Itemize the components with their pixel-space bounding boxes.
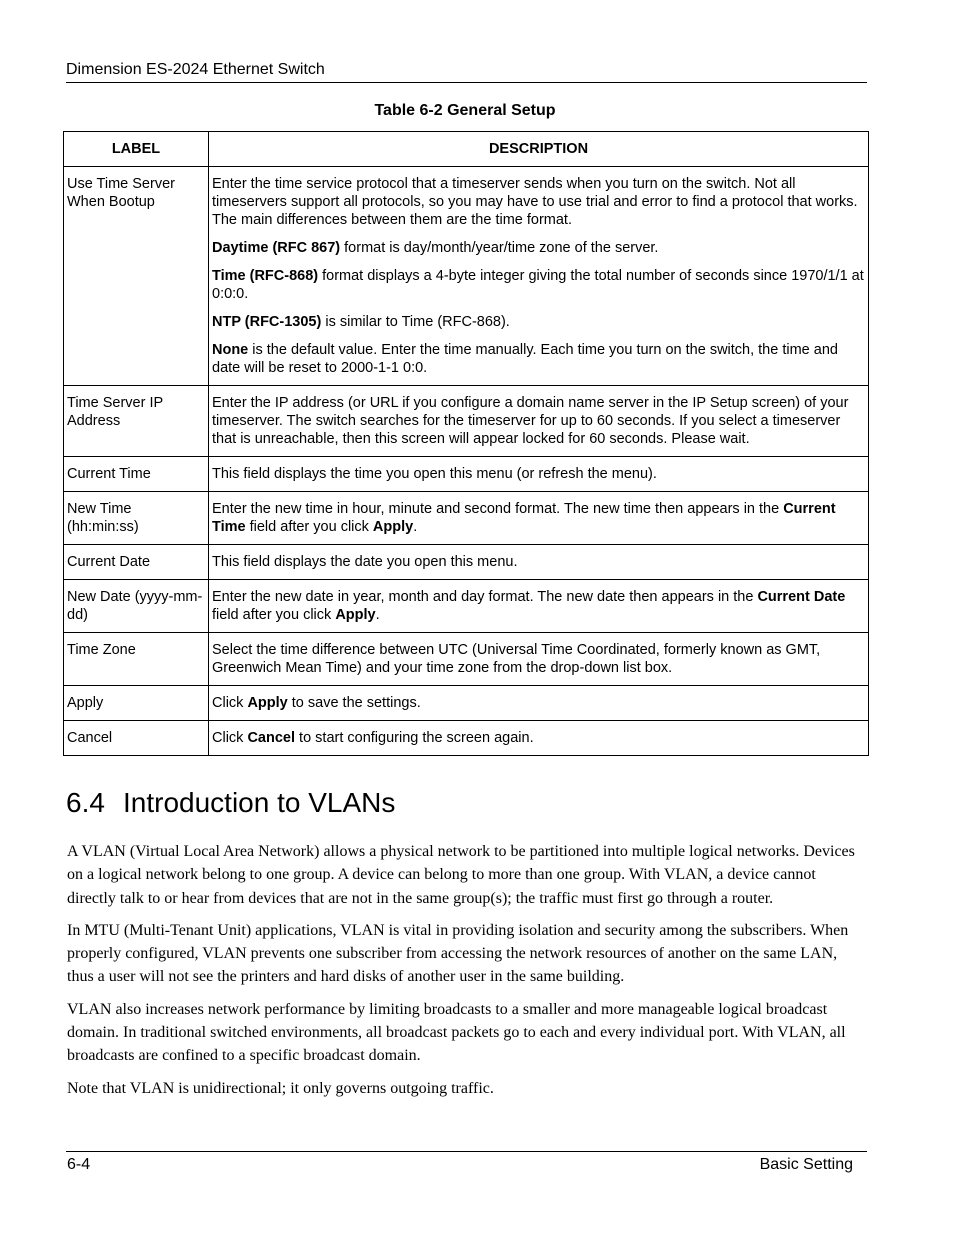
description-paragraph (212, 553, 865, 571)
description-text: Enter the time service protocol that a timeserver sends when you turn on the switch. Not all timeservers support all protocols, so you may have to use trial and error to find a protocol that works. The main differences between them are the time format. (212, 176, 858, 228)
table-row (64, 457, 869, 492)
description-text: field after you click (212, 607, 336, 623)
table-body (64, 167, 869, 756)
table-row (64, 545, 869, 580)
row-label: Use Time Server When Bootup (64, 167, 209, 386)
general-setup-table (63, 131, 869, 756)
description-paragraph (212, 729, 865, 747)
description-paragraph (212, 641, 865, 677)
description-paragraph (212, 394, 865, 448)
column-header-label: LABEL (64, 132, 209, 167)
bold-term: Time (RFC-868) (212, 268, 319, 284)
table-header-row (64, 132, 869, 167)
page-number: 6-4 (67, 1156, 91, 1173)
bold-term: Apply (247, 695, 288, 711)
row-label: Time Server IP Address (64, 386, 209, 457)
description-text: Enter the IP address (or URL if you configure a domain name server in the IP Setup screen) of your timeserver. The switch searches for the timeserver for up to 60 seconds. If you select a timeserver that is unreachable, then this screen will appear locked for 60 seconds. Please wait. (212, 395, 849, 447)
bold-term: Current Time (212, 501, 836, 535)
body-paragraph: VLAN also increases network performance by limiting broadcasts to a smaller and more manageable logical broadcast domain. In traditional switched environments, all broadcast packets go to each and every individual port. With VLAN, all broadcasts are confined to a specific broadcast domain. (67, 1000, 846, 1065)
row-label: Time Zone (64, 633, 209, 686)
description-text: Enter the new date in year, month and day format. The new date then appears in the (212, 589, 758, 605)
row-description (209, 386, 869, 457)
description-paragraph (212, 588, 865, 624)
table-row (64, 386, 869, 457)
description-text: Click (212, 695, 248, 711)
section-title: Introduction to VLANs (123, 787, 396, 818)
table-row (64, 721, 869, 756)
description-text: to save the settings. (287, 695, 421, 711)
description-paragraph (212, 341, 865, 377)
bold-term: Daytime (RFC 867) (212, 240, 341, 256)
page-footer (66, 1151, 867, 1173)
table-row (64, 686, 869, 721)
page-header (66, 60, 867, 83)
description-text: . (375, 607, 380, 623)
description-paragraph (212, 313, 865, 331)
row-label: Apply (64, 686, 209, 721)
bold-term: Apply (335, 607, 376, 623)
row-label: Current Time (64, 457, 209, 492)
table-row (64, 167, 869, 386)
description-text: Click (212, 730, 248, 746)
bold-term: None (212, 342, 249, 358)
body-paragraph: In MTU (Multi-Tenant Unit) applications, VLAN is vital in providing isolation and security among the subscribers. When properly configured, VLAN prevents one subscriber from accessing the network resources of another on the same LAN, thus a user will not see the printers and hard disks of another user in the same building. (67, 921, 849, 986)
section-body (67, 840, 857, 1109)
header-title: Dimension ES-2024 Ethernet Switch (66, 61, 325, 78)
row-description (209, 721, 869, 756)
row-description (209, 545, 869, 580)
row-description (209, 686, 869, 721)
description-paragraph (212, 500, 865, 536)
row-label: New Date (yyyy-mm-dd) (64, 580, 209, 633)
description-text: Select the time difference between UTC (Universal Time Coordinated, formerly known as GMT, Greenwich Mean Time) and your time zone from the drop-down list box. (212, 642, 821, 676)
row-label: Cancel (64, 721, 209, 756)
description-paragraph (212, 175, 865, 229)
row-label: Current Date (64, 545, 209, 580)
row-label: New Time (hh:min:ss) (64, 492, 209, 545)
bold-term: Cancel (247, 730, 296, 746)
row-description (209, 492, 869, 545)
chapter-name: Basic Setting (759, 1156, 853, 1173)
description-text: format displays a 4-byte integer giving the total number of seconds since 1970/1/1 at 0:0:0. (212, 268, 864, 302)
row-description (209, 580, 869, 633)
description-text: format is day/month/year/time zone of the server. (340, 240, 659, 256)
bold-term: Apply (372, 519, 414, 535)
description-text: to start configuring the screen again. (295, 730, 534, 746)
row-description (209, 457, 869, 492)
description-text: is similar to Time (RFC-868). (321, 314, 510, 330)
description-paragraph (212, 465, 865, 483)
description-text: . (413, 519, 418, 535)
description-text: is the default value. Enter the time manually. Each time you turn on the switch, the time and date will be reset to 2000-1-1 0:0. (212, 342, 838, 376)
column-header-description: DESCRIPTION (209, 132, 869, 167)
section-heading (66, 785, 395, 821)
row-description (209, 167, 869, 386)
description-paragraph (212, 267, 865, 303)
body-paragraph: Note that VLAN is unidirectional; it only governs outgoing traffic. (67, 1079, 494, 1097)
table-row (64, 633, 869, 686)
bold-term: Current Date (757, 589, 846, 605)
description-text: Enter the new time in hour, minute and second format. The new time then appears in the (212, 501, 784, 517)
row-description (209, 633, 869, 686)
bold-term: NTP (RFC-1305) (212, 314, 322, 330)
section-number: 6.4 (66, 787, 105, 818)
description-text: This field displays the time you open this menu (or refresh the menu). (212, 466, 657, 482)
table-caption: Table 6-2 General Setup (374, 102, 556, 119)
description-text: field after you click (245, 519, 373, 535)
table-row (64, 580, 869, 633)
description-text: This field displays the date you open this menu. (212, 554, 518, 570)
body-paragraph: A VLAN (Virtual Local Area Network) allows a physical network to be partitioned into multiple logical networks. Devices on a logical network belong to one group. A device can belong to more than one group. With VLAN, a device cannot directly talk to or hear from devices that are not in the same group(s); the traffic must first go through a router. (67, 843, 855, 907)
description-paragraph (212, 694, 865, 712)
table-row (64, 492, 869, 545)
description-paragraph (212, 239, 865, 257)
